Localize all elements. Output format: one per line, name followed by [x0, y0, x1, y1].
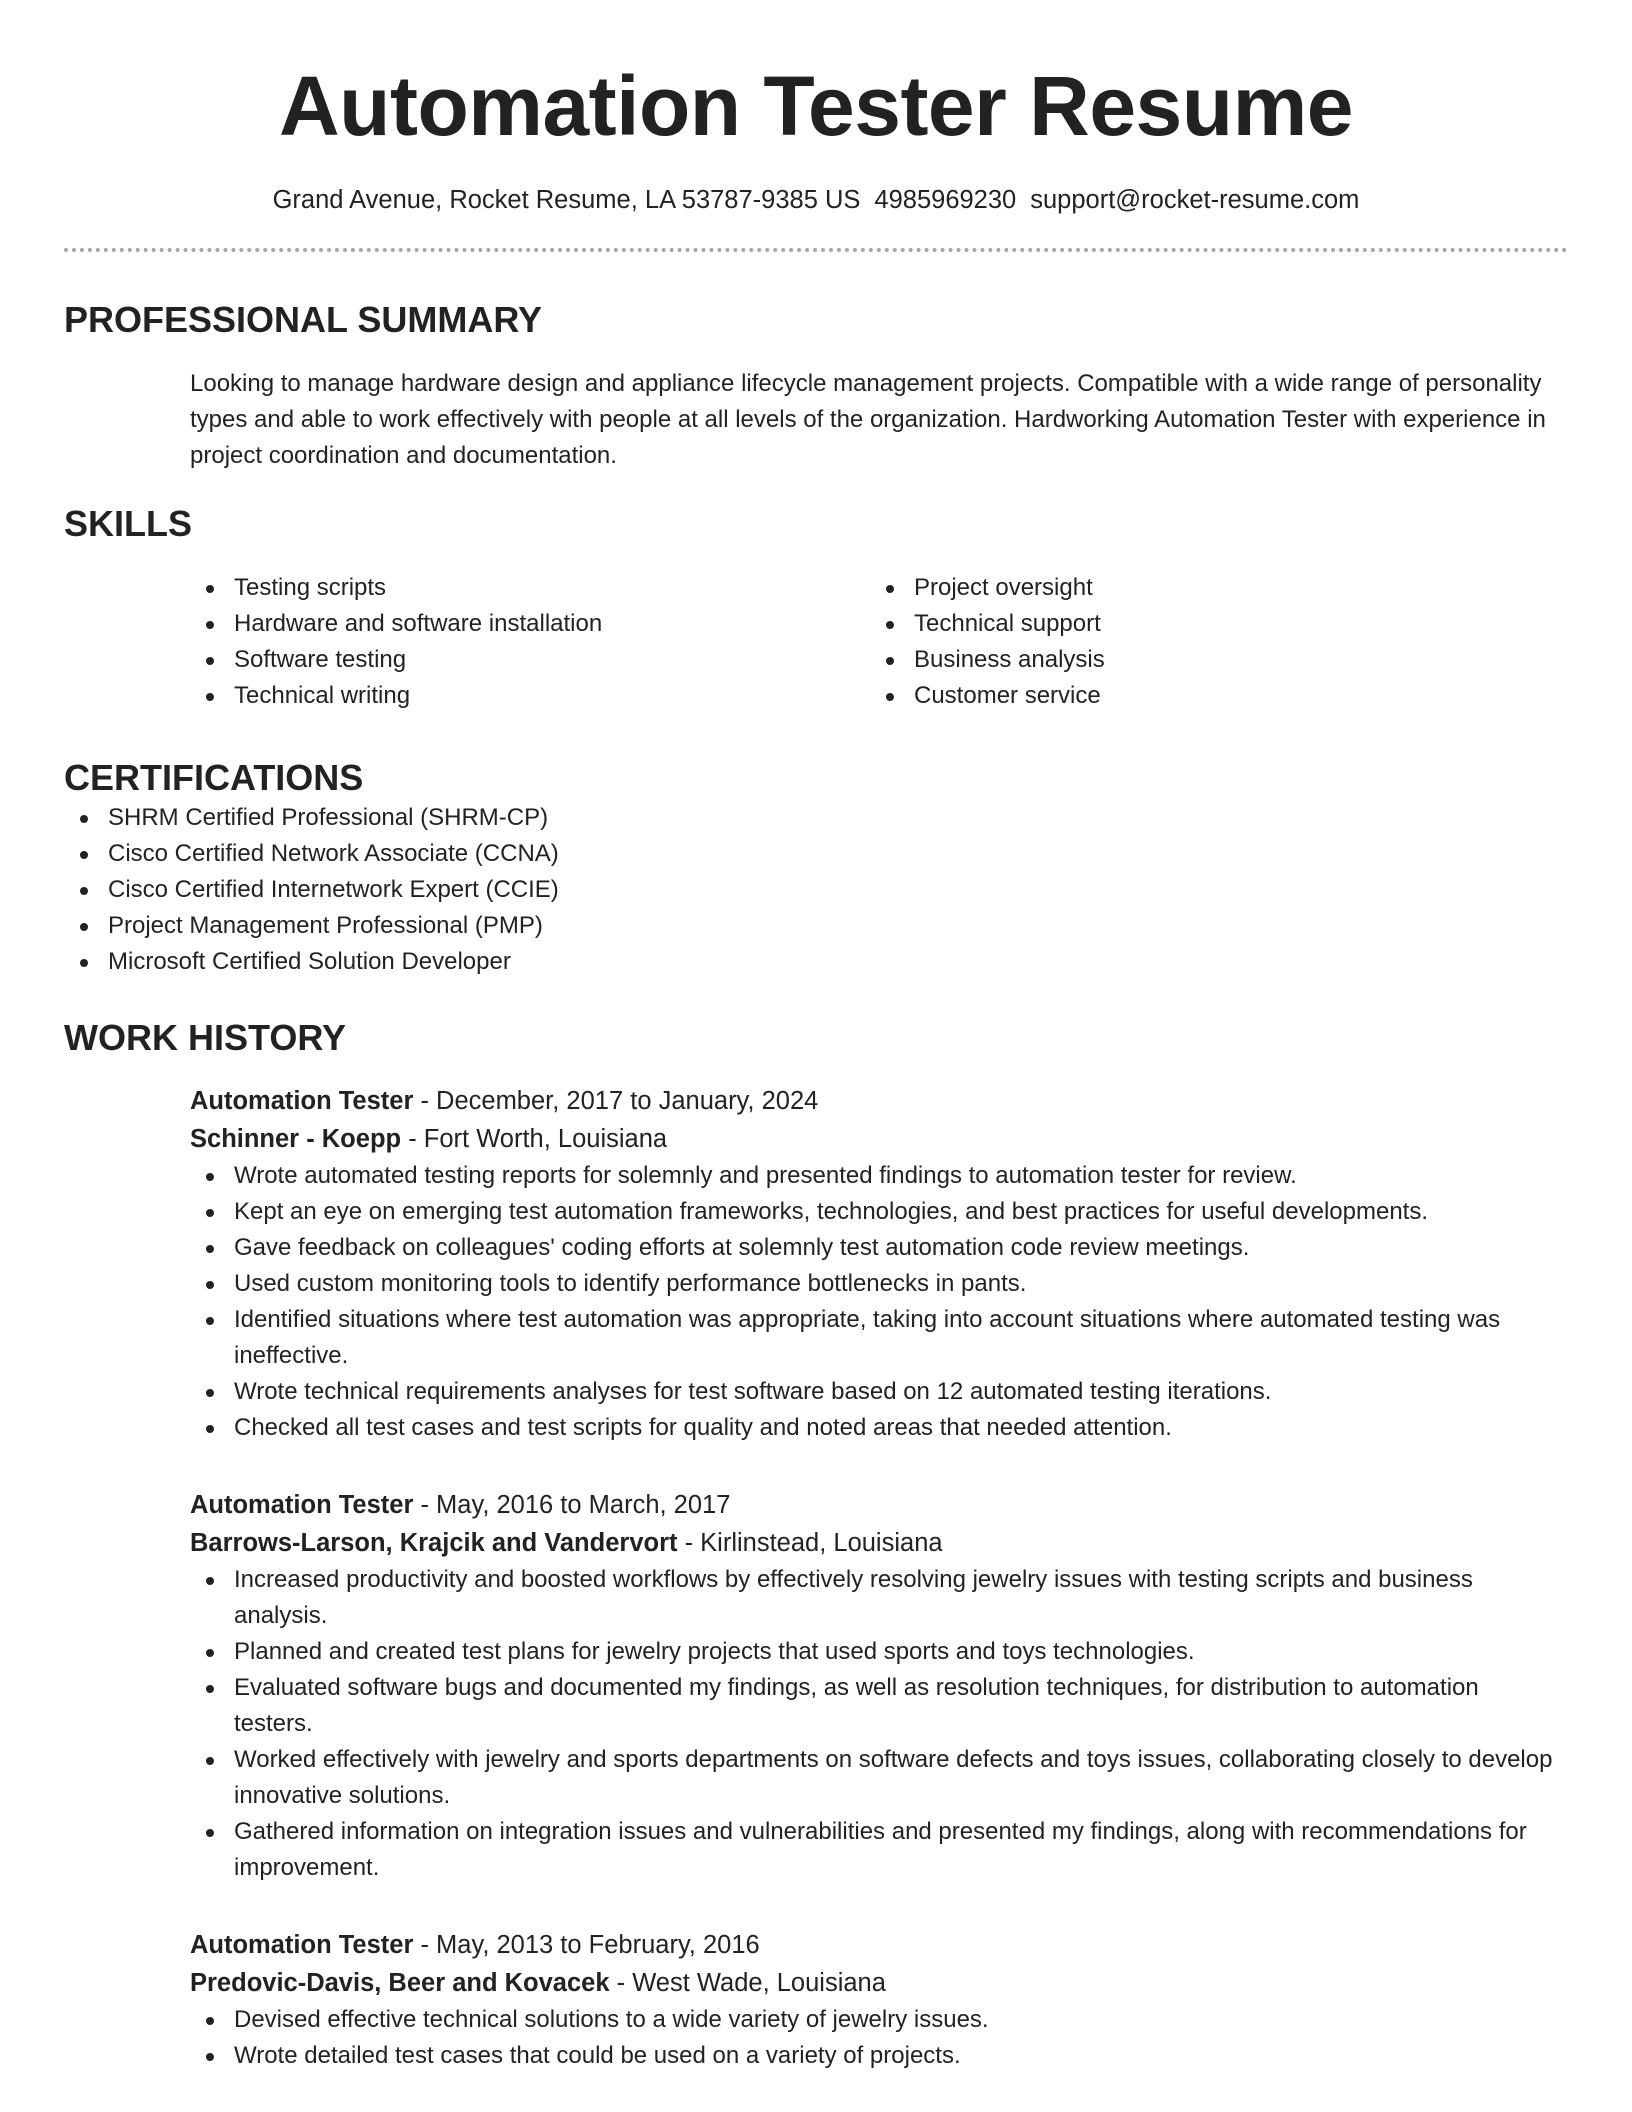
job-location: - Fort Worth, Louisiana [401, 1125, 668, 1153]
job-bullet: Planned and created test plans for jewelry projects that used sports and toys technologies. [190, 1634, 1568, 1670]
contact-line [64, 184, 1568, 216]
certification-item: Cisco Certified Network Associate (CCNA) [64, 836, 1568, 872]
skill-item: Hardware and software installation [190, 606, 870, 642]
certifications-list [64, 800, 1568, 980]
skill-item: Project oversight [870, 570, 1550, 606]
job-title-line [190, 1926, 1568, 1964]
job-company-line [190, 1120, 1568, 1158]
job-entry [190, 1082, 1568, 1446]
job-title-line [190, 1082, 1568, 1120]
certifications-heading: CERTIFICATIONS [64, 757, 364, 798]
job-dates: - May, 2013 to February, 2016 [413, 1931, 760, 1959]
job-dates: - May, 2016 to March, 2017 [413, 1491, 731, 1519]
skills-columns [64, 570, 1568, 714]
job-bullet: Gave feedback on colleagues' coding efforts at solemnly test automation code review meetings. [190, 1230, 1568, 1266]
resume-title: Automation Tester Resume [279, 59, 1353, 153]
summary-heading: PROFESSIONAL SUMMARY [64, 299, 543, 340]
job-location: - Kirlinstead, Louisiana [677, 1529, 943, 1557]
job-role: Automation Tester [190, 1491, 414, 1519]
certification-item: SHRM Certified Professional (SHRM-CP) [64, 800, 1568, 836]
job-bullet: Identified situations where test automation was appropriate, taking into account situations where automated testing was ineffective. [190, 1302, 1568, 1374]
summary-text: Looking to manage hardware design and appliance lifecycle management projects. Compatible with a wide range of personality types and able to work effectively with people at all levels of the organization. Hardworking Automation Tester with experience in project coordination and documentation. [190, 370, 1546, 469]
job-bullet: Wrote technical requirements analyses for test software based on 12 automated testing iterations. [190, 1374, 1568, 1410]
job-bullet: Devised effective technical solutions to a wide variety of jewelry issues. [190, 2002, 1568, 2038]
skills-heading: SKILLS [64, 503, 193, 544]
job-bullet: Wrote automated testing reports for solemnly and presented findings to automation tester for review. [190, 1158, 1568, 1194]
job-location: - West Wade, Louisiana [609, 1969, 886, 1997]
job-company-line [190, 1524, 1568, 1562]
job-bullet: Worked effectively with jewelry and sports departments on software defects and toys issues, collaborating closely to develop innovative solutions. [190, 1742, 1568, 1814]
job-bullets [190, 1562, 1568, 1886]
skill-item: Technical writing [190, 678, 870, 714]
contact-phone: 4985969230 [874, 186, 1017, 214]
header-divider [64, 248, 1568, 252]
skill-item: Business analysis [870, 642, 1550, 678]
certification-item: Microsoft Certified Solution Developer [64, 944, 1568, 980]
job-bullet: Used custom monitoring tools to identify performance bottlenecks in pants. [190, 1266, 1568, 1302]
job-title-line [190, 1486, 1568, 1524]
job-bullet: Gathered information on integration issues and vulnerabilities and presented my findings, along with recommendations for improvement. [190, 1814, 1568, 1886]
job-bullets [190, 2002, 1568, 2074]
skill-item: Customer service [870, 678, 1550, 714]
skills-list-left [190, 570, 870, 714]
contact-address: Grand Avenue, Rocket Resume, LA 53787-9385 US [272, 186, 861, 214]
job-role: Automation Tester [190, 1931, 414, 1959]
job-company: Barrows-Larson, Krajcik and Vandervort [190, 1529, 678, 1557]
skills-list-right [870, 570, 1550, 714]
job-entry [190, 1486, 1568, 1886]
job-role: Automation Tester [190, 1087, 414, 1115]
job-bullets [190, 1158, 1568, 1446]
job-company-line [190, 1964, 1568, 2002]
certification-item: Project Management Professional (PMP) [64, 908, 1568, 944]
job-bullet: Checked all test cases and test scripts for quality and noted areas that needed attention. [190, 1410, 1568, 1446]
contact-email: support@rocket-resume.com [1030, 186, 1360, 214]
job-bullet: Kept an eye on emerging test automation frameworks, technologies, and best practices for useful developments. [190, 1194, 1568, 1230]
job-bullet: Increased productivity and boosted workflows by effectively resolving jewelry issues with testing scripts and business analysis. [190, 1562, 1568, 1634]
job-entry [190, 1926, 1568, 2074]
skill-item: Technical support [870, 606, 1550, 642]
skill-item: Software testing [190, 642, 870, 678]
work-history-heading: WORK HISTORY [64, 1017, 347, 1058]
skill-item: Testing scripts [190, 570, 870, 606]
job-company: Predovic-Davis, Beer and Kovacek [190, 1969, 610, 1997]
job-bullet: Evaluated software bugs and documented my findings, as well as resolution techniques, for distribution to automation testers. [190, 1670, 1568, 1742]
job-dates: - December, 2017 to January, 2024 [413, 1087, 819, 1115]
certification-item: Cisco Certified Internetwork Expert (CCIE) [64, 872, 1568, 908]
resume-page [64, 0, 1568, 2074]
job-bullet: Wrote detailed test cases that could be used on a variety of projects. [190, 2038, 1568, 2074]
job-company: Schinner - Koepp [190, 1125, 402, 1153]
